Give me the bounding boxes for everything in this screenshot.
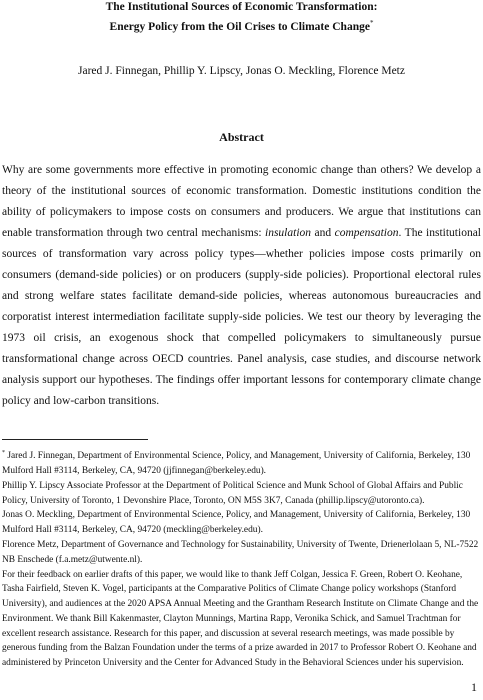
footnote-acknowledgments: For their feedback on earlier drafts of this paper, we would like to thank Jeff Colgan, Jessica F. Green, Robert O. Keohane, Tasha Fairfield, Steven K. Vogel, participants at the Comparative Politics of Climate Change policy workshops (Stanford University), and audiences at the 2020 APSA Annual Meeting and the Grantham Research Institute on Climate Change and the Environment. We thank Bill Kakenmaster, Clayton Munnings, Martina Rapp, Veronika Schick, and Samuel Trachtman for excellent research assistance. Research for this paper, and discussion at several research meetings, was made possible by generous funding from the Balzan Foundation under the terms of a prize awarded in 2017 to Professor Robert O. Keohane and administered by Princeton University and the Center for Advanced Study in the Behavioral Sciences under his supervision. xyxy=(2,569,479,669)
footnote-finnegan xyxy=(2,446,481,479)
title-footnote-marker: * xyxy=(369,18,374,27)
footnote-finnegan-text: Jared J. Finnegan, Department of Environmental Science, Policy, and Management, University of California, Berkeley, 130 Mulford Hall #3114, Berkeley, CA, 94720 (jjfinnegan@berkeley.edu). xyxy=(2,451,471,476)
paper-title-line-1: The Institutional Sources of Economic Transformation: xyxy=(105,1,378,13)
footnote-meckling: Jonas O. Meckling, Department of Environmental Science, Policy, and Management, University of California, Berkeley, 130 Mulford Hall #3114, Berkeley, CA, 94720 (meckling@berkeley.edu). xyxy=(2,510,471,536)
abstract-term-insulation: insulation xyxy=(265,227,312,239)
abstract-text-part-2: . The institutional sources of transformation vary across policy types—whether policies impose costs primarily on consumers (demand-side policies) or on producers (supply-side policies). Proportional electoral rules and strong welfare states facilitate demand-side policies, whereas autonomous bureaucracies and corporatist interest intermediation facilitate supply-side policies. We test our theory by leveraging the 1973 oil crisis, an exogenous shock that compelled policymakers to simultaneously pursue transformational change across OECD countries. Panel analysis, case studies, and discourse network analysis support our hypotheses. The findings offer important lessons for contemporary climate change policy and low-carbon transitions. xyxy=(2,227,481,407)
abstract-body xyxy=(2,160,481,412)
author-list: Jared J. Finnegan, Phillip Y. Lipscy, Jonas O. Meckling, Florence Metz xyxy=(78,65,405,77)
paper-title-line-2-text: Energy Policy from the Oil Crises to Climate Change xyxy=(109,20,370,33)
footnote-lipscy: Phillip Y. Lipscy Associate Professor at the Department of Political Science and Munk School of Global Affairs and Public Policy, University of Toronto, 1 Devonshire Place, Toronto, ON M5S 3K7, Canada (phillip.lipscy@utoronto.ca). xyxy=(2,480,463,506)
footnote-marker: * xyxy=(2,450,5,456)
abstract-term-compensation: compensation xyxy=(334,227,399,239)
abstract-heading: Abstract xyxy=(219,130,264,144)
footnote-divider xyxy=(2,439,148,440)
footnotes xyxy=(2,446,481,671)
footnote-metz: Florence Metz, Department of Governance and Technology for Sustainability, University of Twente, Drienerlolaan 5, NL-7522 NB Enschede (f.a.metz@utwente.nl). xyxy=(2,539,479,565)
page-number: 1 xyxy=(471,680,477,694)
abstract-text-part-1: Why are some governments more effective in promoting economic change than others? We develop a theory of the institutional sources of economic transformation. Domestic institutions condition the ability of policymakers to impose costs on consumers and producers. We argue that institutions can enable transformation through two central mechanisms: xyxy=(2,164,481,239)
paper-title xyxy=(0,0,483,35)
abstract-text-and: and xyxy=(311,227,335,239)
paper-title-line-2 xyxy=(0,16,483,35)
